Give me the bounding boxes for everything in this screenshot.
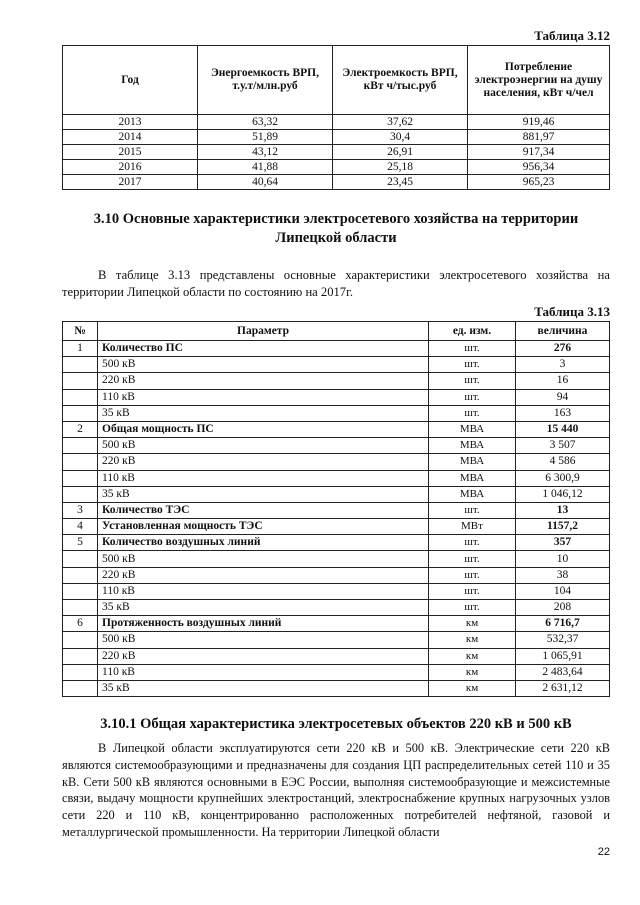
table-cell-unit: шт. <box>429 357 516 373</box>
table-cell-num <box>63 454 98 470</box>
table-row <box>63 130 610 145</box>
table-cell-unit: км <box>429 616 516 632</box>
table-cell-value: 3 <box>516 357 610 373</box>
table-cell-num <box>63 664 98 680</box>
table-cell-unit: шт. <box>429 583 516 599</box>
table-cell: 2015 <box>63 145 198 160</box>
table-cell-value: 2 631,12 <box>516 680 610 696</box>
table-cell: 2013 <box>63 115 198 130</box>
table-row <box>63 405 610 421</box>
table-cell-value: 2 483,64 <box>516 664 610 680</box>
table-cell-param: Количество ТЭС <box>98 502 429 518</box>
table-cell-value: 10 <box>516 551 610 567</box>
table-cell-value: 532,37 <box>516 632 610 648</box>
table-row <box>63 175 610 190</box>
table-cell-unit: шт. <box>429 405 516 421</box>
column-header: величина <box>516 322 610 341</box>
table-3-12 <box>62 45 610 190</box>
section-heading-3-10: 3.10 Основные характеристики электросетевого хозяйства на территории Липецкой области <box>93 211 579 246</box>
table-cell-param: 220 кВ <box>98 567 429 583</box>
section-heading-3-10-1: 3.10.1 Общая характеристика электросетевых объектов 220 кВ и 500 кВ <box>100 716 572 732</box>
table-cell: 63,32 <box>198 115 333 130</box>
table-cell-value: 163 <box>516 405 610 421</box>
table-cell-param: 110 кВ <box>98 583 429 599</box>
table-cell-value: 1 046,12 <box>516 486 610 502</box>
table-cell-unit: МВт <box>429 519 516 535</box>
table-cell-value: 6 716,7 <box>516 616 610 632</box>
table-cell-unit: шт. <box>429 551 516 567</box>
table-3-13-caption: Таблица 3.13 <box>534 304 610 319</box>
table-cell-param: 500 кВ <box>98 438 429 454</box>
table-row <box>63 486 610 502</box>
table-cell-num <box>63 357 98 373</box>
table-cell-unit: МВА <box>429 470 516 486</box>
table-row <box>63 389 610 405</box>
table-cell: 881,97 <box>468 130 610 145</box>
table-3-13 <box>62 321 610 697</box>
table-row <box>63 551 610 567</box>
table-cell-param: Протяженность воздушных линий <box>98 616 429 632</box>
table-row <box>63 160 610 175</box>
table-cell-num <box>63 680 98 696</box>
table-cell-unit: шт. <box>429 502 516 518</box>
table-cell: 965,23 <box>468 175 610 190</box>
table-cell: 2017 <box>63 175 198 190</box>
section-3-10-paragraph: В таблице 3.13 представлены основные характеристики электросетевого хозяйства на территории Липецкой области по состоянию на 2017г. <box>62 268 610 299</box>
table-cell: 37,62 <box>333 115 468 130</box>
table-header-row <box>63 46 610 115</box>
table-cell: 43,12 <box>198 145 333 160</box>
table-cell: 51,89 <box>198 130 333 145</box>
column-header: ед. изм. <box>429 322 516 341</box>
table-row <box>63 373 610 389</box>
table-3-12-caption: Таблица 3.12 <box>534 28 610 43</box>
table-cell-unit: МВА <box>429 421 516 437</box>
table-cell-param: 35 кВ <box>98 680 429 696</box>
table-cell: 2014 <box>63 130 198 145</box>
table-cell-num: 3 <box>63 502 98 518</box>
table-cell-param: 220 кВ <box>98 454 429 470</box>
table-cell-param: Количество ПС <box>98 341 429 357</box>
table-row <box>63 421 610 437</box>
table-cell-value: 357 <box>516 535 610 551</box>
column-header: Энергоемкость ВРП, т.у.т/млн.руб <box>198 46 333 115</box>
table-cell-value: 1157,2 <box>516 519 610 535</box>
table-cell-unit: км <box>429 680 516 696</box>
table-cell-unit: шт. <box>429 341 516 357</box>
column-header: Год <box>63 46 198 115</box>
column-header: Электроемкость ВРП, кВт ч/тыс.руб <box>333 46 468 115</box>
table-row <box>63 115 610 130</box>
table-cell-unit: МВА <box>429 486 516 502</box>
table-cell-num <box>63 551 98 567</box>
column-header: № <box>63 322 98 341</box>
table-cell-unit: км <box>429 632 516 648</box>
table-cell-value: 1 065,91 <box>516 648 610 664</box>
table-cell: 41,88 <box>198 160 333 175</box>
table-row <box>63 583 610 599</box>
table-cell-param: 110 кВ <box>98 470 429 486</box>
table-row <box>63 648 610 664</box>
table-cell-num <box>63 632 98 648</box>
table-cell: 919,46 <box>468 115 610 130</box>
table-cell-num: 2 <box>63 421 98 437</box>
table-cell-unit: км <box>429 648 516 664</box>
column-header: Параметр <box>98 322 429 341</box>
table-row <box>63 680 610 696</box>
table-cell: 956,34 <box>468 160 610 175</box>
table-cell-num: 5 <box>63 535 98 551</box>
table-cell-num <box>63 405 98 421</box>
table-row <box>63 145 610 160</box>
table-cell-param: 110 кВ <box>98 389 429 405</box>
table-cell-value: 6 300,9 <box>516 470 610 486</box>
table-cell-param: 35 кВ <box>98 405 429 421</box>
table-cell-value: 16 <box>516 373 610 389</box>
table-cell: 30,4 <box>333 130 468 145</box>
page-number: 22 <box>597 846 610 858</box>
table-cell-unit: шт. <box>429 373 516 389</box>
table-cell: 917,34 <box>468 145 610 160</box>
table-row <box>63 454 610 470</box>
table-cell-param: 35 кВ <box>98 486 429 502</box>
table-cell-unit: шт. <box>429 600 516 616</box>
table-cell: 26,91 <box>333 145 468 160</box>
table-cell-param: 500 кВ <box>98 632 429 648</box>
table-cell-num <box>63 486 98 502</box>
table-cell-num <box>63 389 98 405</box>
table-cell-value: 276 <box>516 341 610 357</box>
table-cell-value: 38 <box>516 567 610 583</box>
table-cell-num: 4 <box>63 519 98 535</box>
table-cell-num <box>63 470 98 486</box>
table-cell: 25,18 <box>333 160 468 175</box>
table-cell-param: Количество воздушных линий <box>98 535 429 551</box>
table-cell-unit: шт. <box>429 535 516 551</box>
table-cell: 23,45 <box>333 175 468 190</box>
table-cell-param: 110 кВ <box>98 664 429 680</box>
table-row <box>63 470 610 486</box>
table-cell-unit: шт. <box>429 567 516 583</box>
table-row <box>63 438 610 454</box>
table-cell-param: 500 кВ <box>98 551 429 567</box>
table-cell-param: 220 кВ <box>98 648 429 664</box>
table-cell-value: 15 440 <box>516 421 610 437</box>
table-cell-value: 104 <box>516 583 610 599</box>
table-row <box>63 535 610 551</box>
table-cell-value: 208 <box>516 600 610 616</box>
column-header: Потребление электроэнергии на душу населения, кВт ч/чел <box>468 46 610 115</box>
table-cell-num <box>63 373 98 389</box>
table-cell-param: 220 кВ <box>98 373 429 389</box>
table-cell-param: Установленная мощность ТЭС <box>98 519 429 535</box>
table-cell-num: 1 <box>63 341 98 357</box>
table-row <box>63 502 610 518</box>
table-cell-value: 4 586 <box>516 454 610 470</box>
table-row <box>63 632 610 648</box>
table-cell-value: 3 507 <box>516 438 610 454</box>
table-row <box>63 600 610 616</box>
table-cell-unit: МВА <box>429 454 516 470</box>
table-cell-unit: км <box>429 664 516 680</box>
table-cell-value: 13 <box>516 502 610 518</box>
table-row <box>63 357 610 373</box>
table-header-row <box>63 322 610 341</box>
table-cell-param: 35 кВ <box>98 600 429 616</box>
table-cell-num <box>63 567 98 583</box>
table-row <box>63 616 610 632</box>
table-cell: 2016 <box>63 160 198 175</box>
table-row <box>63 519 610 535</box>
table-cell-param: 500 кВ <box>98 357 429 373</box>
table-row <box>63 567 610 583</box>
table-cell-num <box>63 583 98 599</box>
section-3-10-1-paragraph: В Липецкой области эксплуатируются сети 220 кВ и 500 кВ. Электрические сети 220 кВ являются системообразующими и предназначены для создания ЦП распределительных сетей 110 и 35 кВ. Сети 500 кВ являются основными в ЕЭС России, выполняя системообразующие и межсистемные связи, выдачу мощности крупнейших электростанций, электроснабжение крупных нагрузочных узлов сети 220 и 110 кВ, концентрированно расположенных потребителей нефтяной, газовой и металлургической промышленности. На территории Липецкой области <box>62 741 610 839</box>
table-row <box>63 341 610 357</box>
table-cell-num <box>63 600 98 616</box>
table-cell-num <box>63 438 98 454</box>
table-cell-num: 6 <box>63 616 98 632</box>
table-cell-num <box>63 648 98 664</box>
table-cell-value: 94 <box>516 389 610 405</box>
table-row <box>63 664 610 680</box>
table-cell-unit: МВА <box>429 438 516 454</box>
table-cell: 40,64 <box>198 175 333 190</box>
table-cell-unit: шт. <box>429 389 516 405</box>
table-cell-param: Общая мощность ПС <box>98 421 429 437</box>
